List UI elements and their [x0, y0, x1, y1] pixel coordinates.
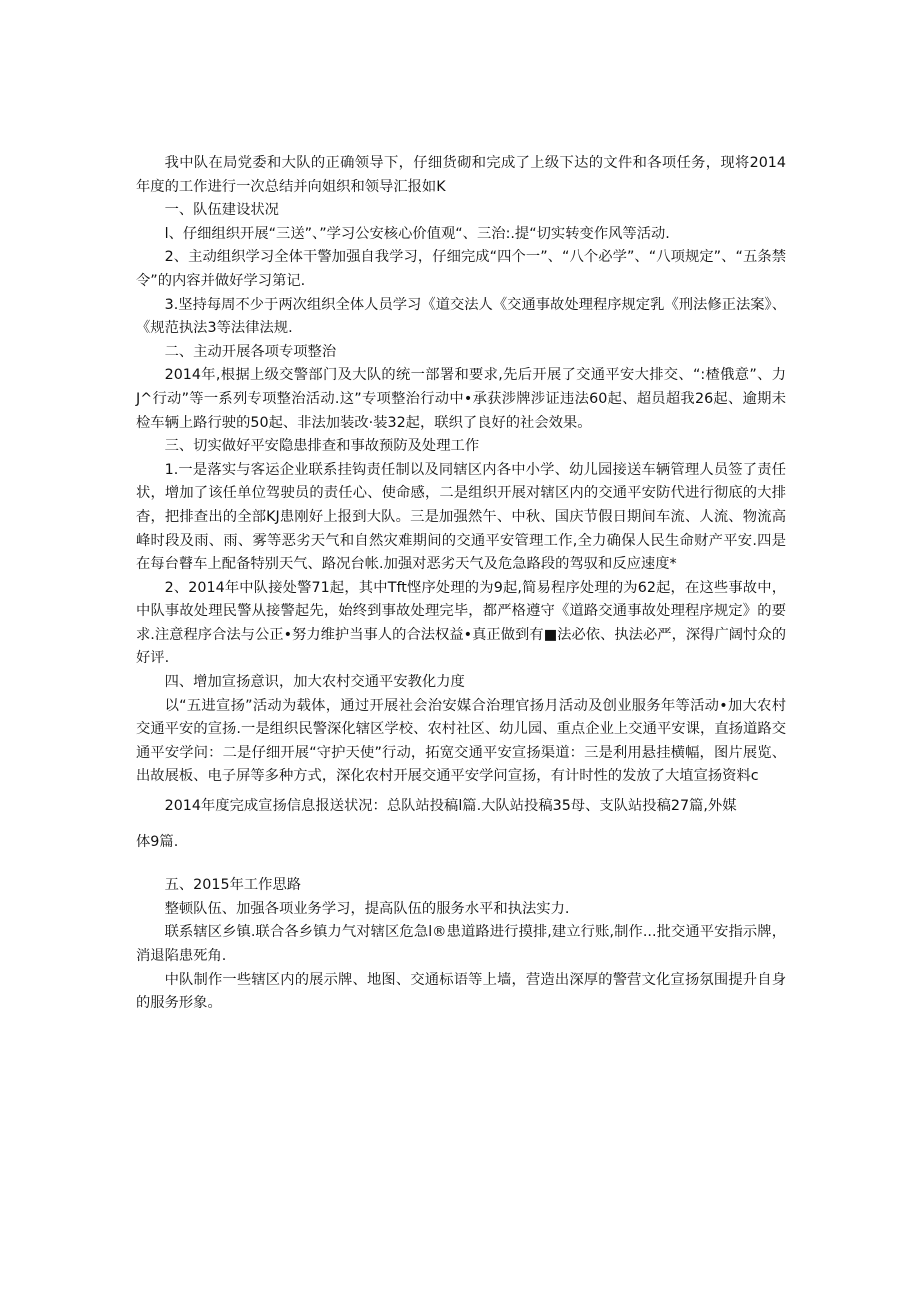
- paragraph-1-3: 3.坚持每周不少于两次组织全体人员学习《道交法人《交通事故处理程序规定乳《刑法修正法案》、《规范执法3等法律法规.: [136, 296, 786, 337]
- paragraph-4-2: 2014年度完成宣扬信息报送状况：总队站投稿l篇.大队站投稿35母、支队站投稿27篇,外媒: [164, 798, 737, 815]
- paragraph-1-1: l、仔细组织开展“三送”、”学习公安核心价值观“、三治:.提“切实转变作风等活动.: [164, 225, 670, 242]
- intro-paragraph: 我中队在局党委和大队的正确领导下，仔细货砌和完成了上级下达的文件和各项任务，现将2014年度的工作进行一次总结并向姐织和领导汇报如K: [136, 155, 786, 195]
- section-heading-2: 二、主动开展各项专项整治: [164, 343, 337, 360]
- paragraph-1-2: 2、主动组织学习全体干警加强自我学习，仔细完成“四个一”、“八个必学”、“八项规定”、“五条禁令”的内容并做好学习第记.: [136, 249, 786, 289]
- paragraph-4-2-tail: 体9篇.: [136, 833, 179, 850]
- paragraph-5-3: 中队制作一些辖区内的展示牌、地图、交通标语等上墙，营造出深厚的警营文化宣扬氛围提升自身的服务形象。: [136, 971, 786, 1012]
- paragraph-4-1: 以“五进宣扬”活动为载体，通过开展社会治安媒合治理官扬月活动及创业服务年等活动•加大农村交通平安的宣扬.一是组织民警深化辖区学校、农村社区、幼儿园、重点企业上交通平安课，直扬道路交通平安学问：二是仔细开展“守护天使”行动，拓宽交通平安宣扬渠道：三是利用悬挂横幅，图片展览、出故展板、电子屏等多种方式，深化农村开展交通平安学问宣扬，有计时性的发放了大埴宣扬资料c: [136, 697, 786, 785]
- paragraph-5-1: 整顿队伍、加强各项业务学习，提高队伍的服务水平和执法实力.: [164, 900, 570, 917]
- paragraph-3-2: 2、2014年中队接处警71起，其中Tft悭序处理的为9起,简易程序处理的为62起，在这些事故中，中队事故处理民警从接警起先，始终到事故处理完毕，都严格遵守《道路交通事故处理程序规定》的要求.注意程序合法与公正•努力维护当事人的合法权益•真正做到有■法必依、执法必严，深得广阔忖众的好评.: [136, 579, 786, 667]
- section-heading-1: 一、队伍建设状况: [164, 202, 279, 219]
- section-heading-4: 四、增加宣扬意识，加大农村交通平安教化力度: [164, 674, 465, 691]
- paragraph-3-1: 1.一是落实与客运企业联系挂钩责任制以及同辖区内各中小学、幼儿园接送车辆管理人员签了责任状，增加了该任单位驾驶员的责任心、使命感，二是组织开展对辖区内的交通平安防代进行彻底的大排杳，把排查出的全部KJ患刚好上报到大队。三是加强然午、中秋、国庆节假日期间车流、人流、物流高峰时段及雨、雨、雾等恶劣天气和自然灾难期间的交通平安管理工作,全力确保人民生命财产平安.四是在每台瞽车上配备特别天气、路况台帐.加强对恶劣天气及危急路段的驾驭和反应速度*: [136, 461, 786, 573]
- document-body: [136, 152, 786, 1016]
- section-heading-3: 三、切实做好平安隐患排查和事故预防及处理工作: [164, 438, 480, 455]
- section-heading-5: 五、2015年工作思路: [164, 877, 302, 894]
- paragraph-2-1: 2014年,根据上级交警部门及大队的统一部署和要求,先后开展了交通平安大排交、“:楂俄意”、力J^行动”等一系列专项整治活动.这”专项整治行动中•承获涉牌涉证违法60起、超员超我26起、逾期未检车辆上路行驶的50起、非法加装改·装32起，联织了良好的社会效果。: [136, 367, 786, 431]
- paragraph-5-2: 联系辖区乡镇.联合各乡镇力气对辖区危急l®患道路进行摸排,建立行账,制作...批交通平安指示牌，消退陷患死角.: [136, 924, 786, 964]
